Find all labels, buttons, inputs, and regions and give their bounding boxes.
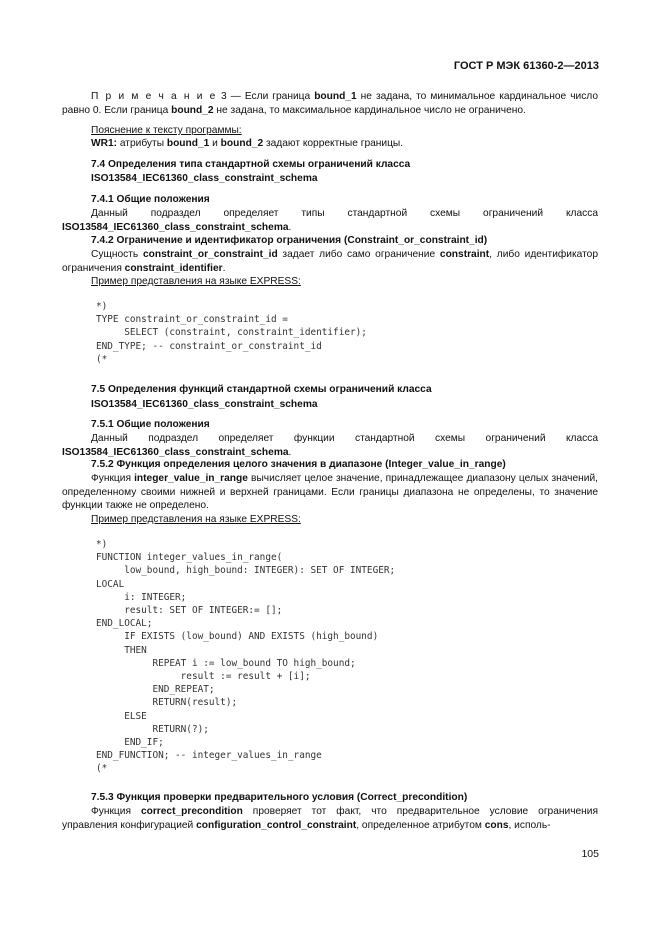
s742-text-2: задает либо само ограничение (277, 249, 440, 260)
s742-text-1: Сущность (91, 249, 143, 260)
s751-text-1: Данный подраздел определяет функции стандартной схемы ограничений класса (91, 433, 598, 444)
note-text-3: не задана, то максимальное кардинальное число не ограничено. (213, 104, 526, 116)
note-text-1: 3 — Если граница (216, 91, 315, 102)
section-7-4-1-heading: 7.4.1 Общие положения (91, 194, 210, 205)
s742-identifier: constraint_identifier (124, 262, 223, 274)
section-7-5-heading: 7.5 Определения функций стандартной схемы ограничений класса (91, 384, 432, 395)
example-label-2-text: Пример представления на языке EXPRESS: (91, 514, 301, 525)
s752-text-1: Функция (91, 473, 135, 484)
explanation-wr1 (62, 137, 598, 151)
s741-schema: ISO13584_IEC61360_class_constraint_schema (62, 221, 289, 233)
note-bound1: bound_1 (314, 91, 357, 102)
section-7-4-heading: 7.4 Определения типа стандартной схемы ограничений класса (91, 159, 411, 170)
explanation-title (62, 124, 598, 138)
express-code-function: *) FUNCTION integer_values_in_range( low_bound, high_bound: INTEGER): SET OF INTEGER; LOCAL i: INTEGER; result: SET OF INTEGER:= []; END_LOCAL; IF EXISTS (low_bound) AND EXISTS (high_bound) THEN REPEAT i := low_bound TO high_bound; result := result + [i]; END_REPEAT; RETURN(result); ELSE RETURN(?); END_IF; END_FUNCTION; -- integer_values_in_range (* (96, 539, 396, 775)
section-7-5-2-heading: 7.5.2 Функция определения целого значения в диапазоне (Integer_value_in_range) (91, 459, 506, 470)
s741-text-2: . (288, 221, 292, 233)
page-number: 105 (581, 848, 599, 860)
section-7-4-2-heading: 7.4.2 Ограничение и идентификатор ограничения (Constraint_or_constraint_id) (91, 235, 488, 246)
section-7-4-schema: ISO13584_IEC61360_class_constraint_schema (91, 173, 318, 184)
section-7-4-2-text (62, 248, 598, 275)
s753-text-4: , исполь- (508, 819, 551, 831)
express-code-type: *) TYPE constraint_or_constraint_id = SELECT (constraint, constraint_identifier); END_TYPE; -- constraint_or_constraint_id (* (96, 301, 367, 365)
s753-text-2: проверяет тот факт, что предварительное условие ограничения управления конфигурацией (62, 806, 599, 831)
wr1-text-3: задают корректные границы. (263, 138, 404, 149)
wr1-label: WR1: (91, 138, 118, 149)
s753-text-3: , определенное атрибутом (356, 819, 485, 831)
wr1-bound2: bound_2 (220, 138, 264, 149)
section-7-5-schema: ISO13584_IEC61360_class_constraint_schema (91, 399, 318, 410)
s742-constraint: constraint (439, 249, 490, 260)
s751-schema: ISO13584_IEC61360_class_constraint_schema (62, 446, 289, 458)
wr1-bound1: bound_1 (166, 138, 210, 149)
section-7-5-1-heading: 7.5.1 Общие положения (91, 419, 210, 430)
note-bound2: bound_2 (171, 104, 214, 116)
example-label-1-text: Пример представления на языке EXPRESS: (91, 276, 301, 287)
example-label-1 (62, 275, 598, 289)
note-label: П р и м е ч а н и е (91, 91, 217, 102)
document-header: ГОСТ Р МЭК 61360-2—2013 (453, 60, 599, 72)
s753-text-1: Функция (91, 806, 141, 817)
example-label-2 (62, 513, 598, 527)
s753-constraint: configuration_control_constraint (196, 819, 357, 831)
s753-function: correct_precondition (140, 806, 243, 817)
note-text-2: не задана, то минимальное кардинальное число равно 0. Если граница (62, 91, 599, 116)
note-3 (62, 90, 598, 117)
section-7-5-1-text (62, 432, 598, 459)
wr1-text-2: и (209, 138, 221, 149)
section-7-5-2-text (62, 472, 598, 513)
s741-text-1: Данный подраздел определяет типы стандартной схемы ограничений класса (91, 208, 598, 219)
section-7-5-3-text (62, 805, 598, 832)
s742-text-3: , либо идентификатор ограничения (62, 249, 598, 274)
s742-entity: constraint_or_constraint_id (142, 249, 278, 260)
s752-function: integer_value_in_range (134, 473, 248, 484)
s753-cons: cons (484, 819, 509, 831)
section-7-5-3-heading: 7.5.3 Функция проверки предварительного условия (Correct_precondition) (91, 792, 468, 803)
wr1-text-1: атрибуты (117, 138, 167, 149)
section-7-4-1-text (62, 207, 598, 234)
s752-text-2: вычисляет целое значение, принадлежащее диапазону целых значений, определенному своими нижней и верхней границами. Если границы диапазона не определены, то значение функции также не определено. (62, 473, 598, 511)
s751-text-2: . (288, 446, 292, 458)
explanation-title-text: Пояснение к тексту программы: (91, 125, 242, 136)
s742-text-4: . (222, 262, 226, 274)
